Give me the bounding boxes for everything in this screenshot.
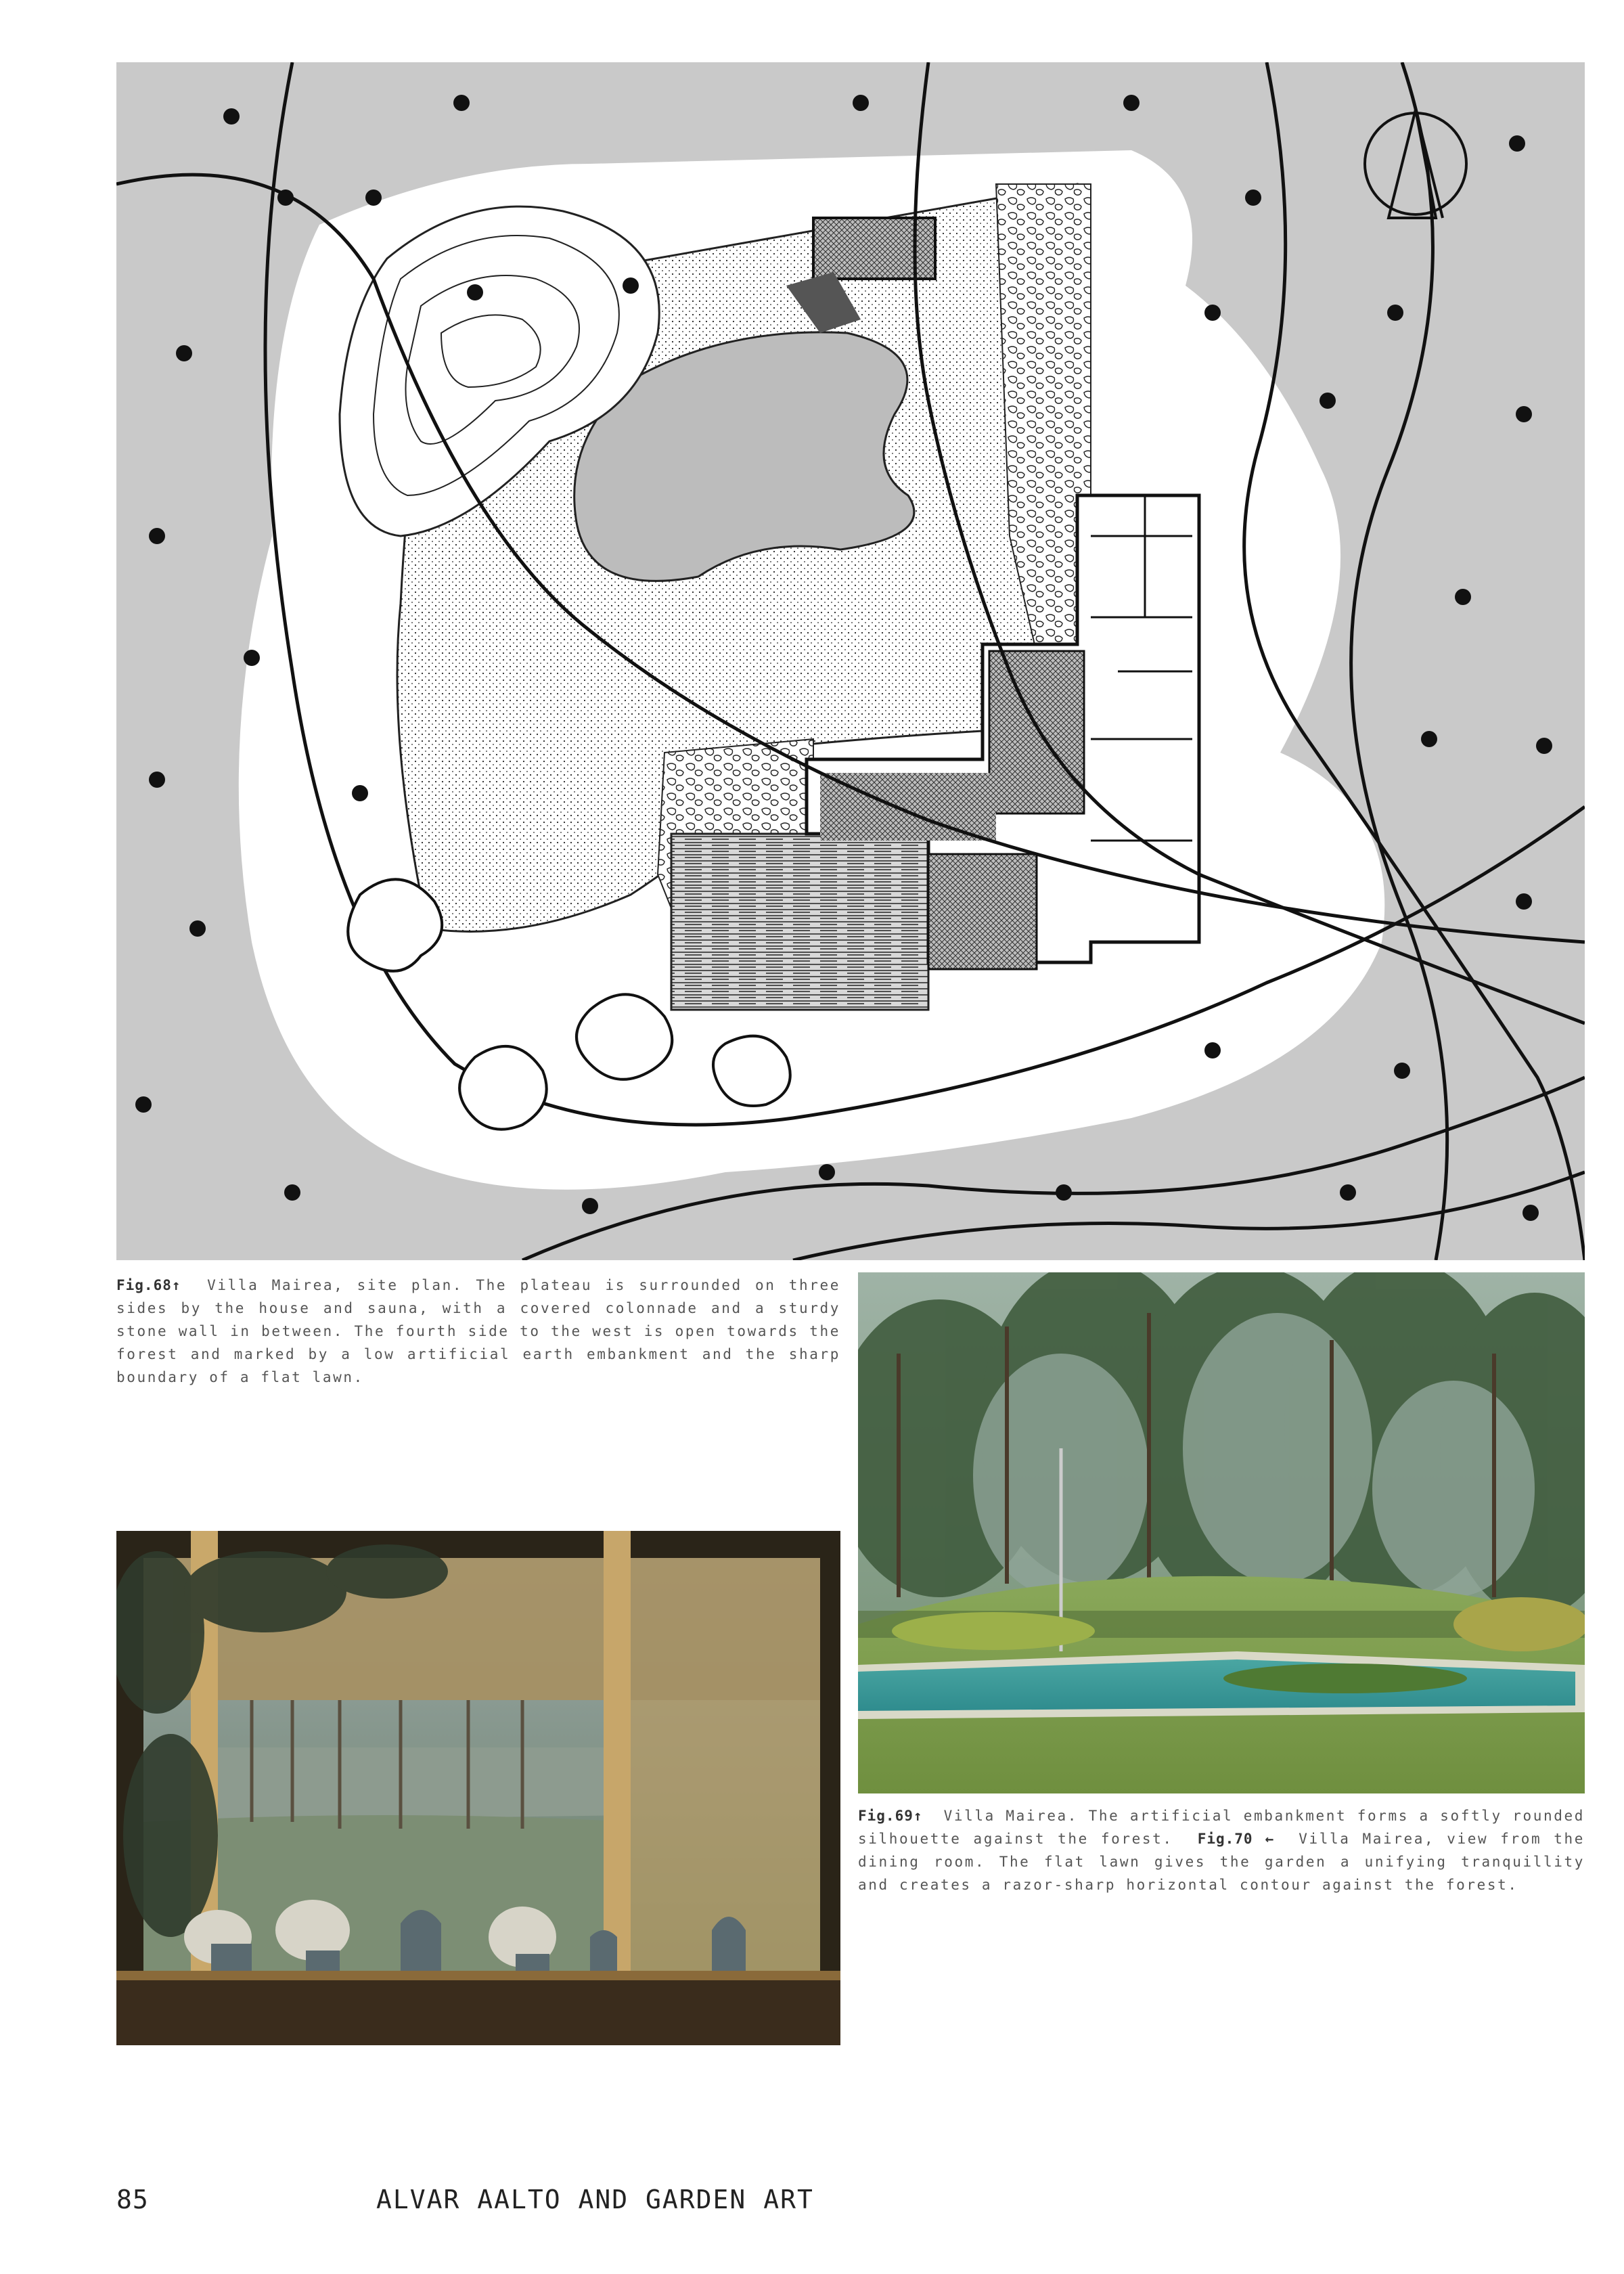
- fig69-number: Fig.69: [858, 1808, 914, 1824]
- pool-photo: [858, 1272, 1585, 1793]
- fig69-fig70-caption: [858, 1804, 1585, 1896]
- fig68-number: Fig.68: [116, 1277, 172, 1293]
- book-title: ALVAR AALTO AND GARDEN ART: [376, 2185, 814, 2214]
- site-plan-drawing: [116, 62, 1585, 1260]
- fig70-caption-text: Villa Mairea, view from the dining room. The flat lawn gives the garden a unifying tranquillity and creates a razor-sharp horizontal contour against the forest.: [858, 1831, 1585, 1893]
- up-arrow-icon: ↑: [171, 1277, 181, 1293]
- fig68-caption: [116, 1274, 840, 1389]
- fig70-number: Fig.70: [1197, 1831, 1253, 1847]
- left-arrow-icon: ←: [1265, 1831, 1275, 1847]
- fig69-caption-text: Villa Mairea. The artificial embankment forms a softly rounded silhouette against the forest.: [858, 1808, 1585, 1847]
- dining-room-photo: [116, 1531, 840, 2045]
- page-number: 85: [116, 2185, 149, 2214]
- up-arrow-icon: ↑: [913, 1808, 923, 1824]
- fig68-caption-text: Villa Mairea, site plan. The plateau is surrounded on three sides by the house and sauna, with a covered colonnade and a sturdy stone wall in between. The fourth side to the west is open towards the forest and marked by a low artificial earth embankment and the sharp boundary of a flat lawn.: [116, 1277, 840, 1385]
